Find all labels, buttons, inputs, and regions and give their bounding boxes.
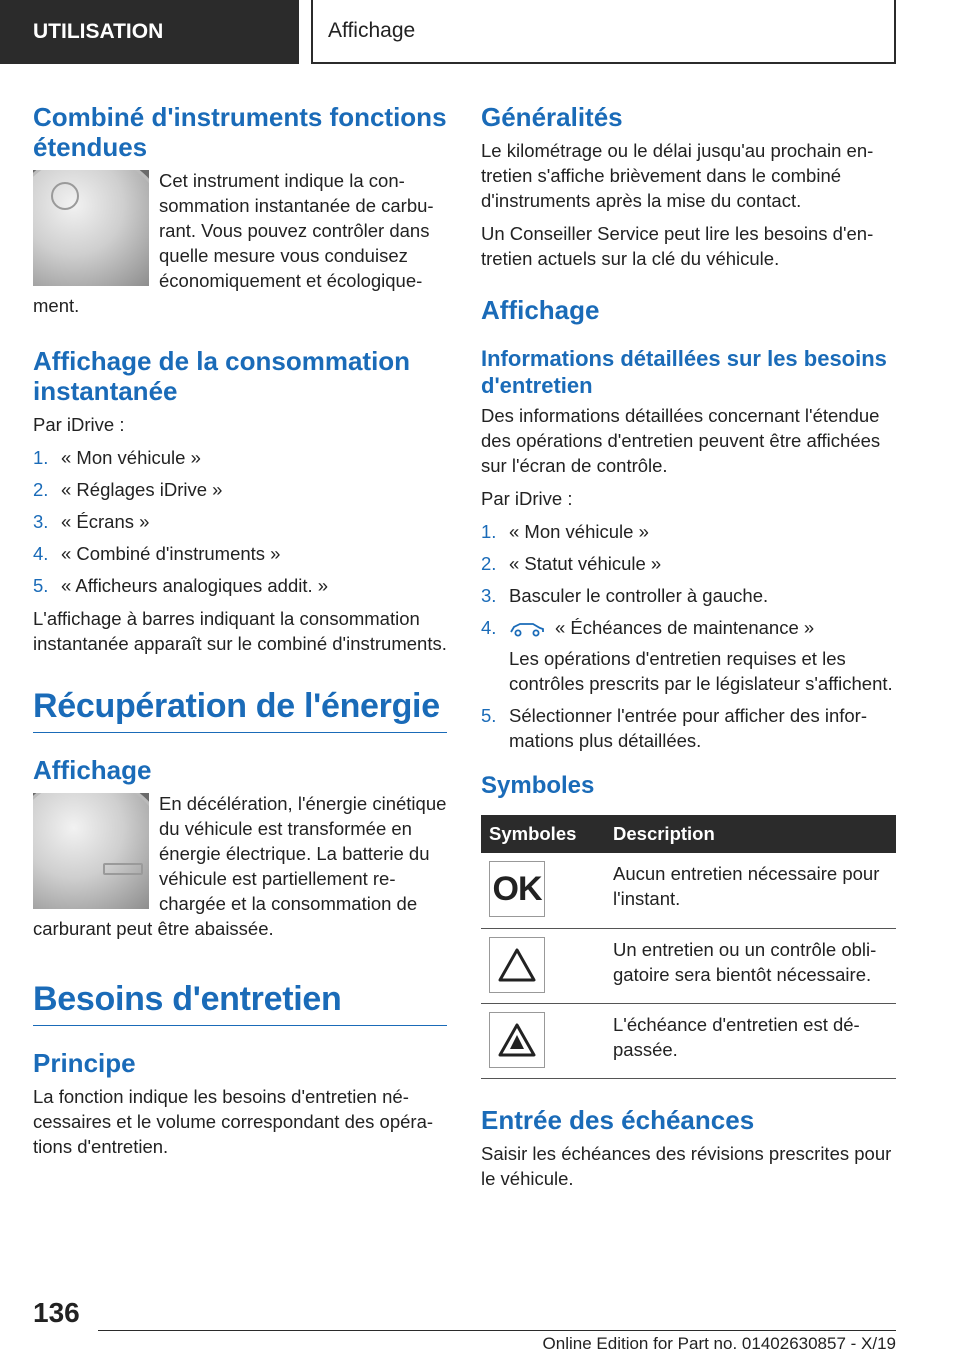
footer-edition: Online Edition for Part no. 01402630857 - X/19 <box>542 1334 896 1353</box>
consumption-title: Affichage de la consommation instantanée <box>33 346 411 406</box>
table-row <box>481 1003 896 1078</box>
principle-title: Principe <box>33 1048 136 1078</box>
warning-triangle-filled-icon <box>489 1012 545 1068</box>
principle-text: La fonction indique les besoins d'entretien nécessaires et le volume correspondant des opérations d'entretien. <box>33 1086 434 1157</box>
deadline-title: Entrée des échéances <box>481 1104 755 1135</box>
details-title: Informations détaillées sur les besoins d'entretien <box>481 346 887 398</box>
header-chapter: Affichage <box>311 0 896 64</box>
row-description: Un entretien ou un contrôle obligatoire sera bientôt nécessaire. <box>605 928 896 1003</box>
list-item: 5. Sélectionner l'entrée pour afficher des informations plus détaillées. <box>481 705 867 751</box>
recovery-text: En décélération, l'énergie cinétique du véhicule est transformée en énergie électrique. La batterie du véhicule est partiellement rechargée et la consommation de carburant peut être abaissée. <box>33 793 447 939</box>
table-header-row <box>481 815 896 853</box>
row-description: L'échéance d'entretien est dépassée. <box>605 1003 896 1078</box>
gauge-image-icon <box>33 170 149 286</box>
display-title: Affichage <box>481 295 600 325</box>
car-service-icon <box>509 621 545 637</box>
consumption-steps <box>33 445 447 598</box>
combined-title: Combiné d'instruments fonctions étendues <box>33 102 447 162</box>
list-item: 2. « Réglages iDrive » <box>33 479 223 500</box>
details-steps <box>481 519 896 753</box>
symbols-table <box>481 815 896 1079</box>
page-number: 136 <box>33 1297 80 1328</box>
table-row <box>481 853 896 928</box>
column-header-symbols: Symboles <box>481 815 605 853</box>
symbols-title: Symboles <box>481 772 595 799</box>
deadline-text: Saisir les échéances des révisions prescrites pour le véhicule. <box>481 1142 892 1189</box>
service-title: Besoins d'entretien <box>33 979 447 1026</box>
combined-text: Cet instrument indique la consommation instantanée de carburant. Vous pouvez contrôler dans quelle mesure vous conduisez économiquement et écologiquement. <box>33 170 434 316</box>
warning-triangle-icon <box>489 937 545 993</box>
gauge-image-icon <box>33 793 149 909</box>
table-row <box>481 928 896 1003</box>
recovery-sub: Affichage <box>33 755 152 785</box>
row-description: Aucun entretien nécessaire pour l'instant. <box>605 853 896 928</box>
ok-symbol: OK <box>489 861 545 917</box>
list-item: 3. Basculer le controller à gauche. <box>481 585 769 606</box>
general-title: Généralités <box>481 102 623 132</box>
list-item: 5. « Afficheurs analogiques addit. » <box>33 575 329 596</box>
list-item: 2. « Statut véhicule » <box>481 553 662 574</box>
list-item: 3. « Écrans » <box>33 511 150 532</box>
list-item: 4. « Échéances de maintenance » Les opérations d'entretien requises et les contrôles prescrits par le législateur s'affichent. <box>481 615 896 696</box>
right-column <box>481 102 896 1199</box>
consumption-intro: Par iDrive : <box>33 414 125 435</box>
details-intro: Par iDrive : <box>481 488 573 509</box>
step4-sub: Les opérations d'entretien requises et les contrôles prescrits par le législateur s'affichent. <box>509 648 893 694</box>
list-item: 4. « Combiné d'instruments » <box>33 543 281 564</box>
general-p1: Le kilométrage ou le délai jusqu'au prochain entretien s'affiche brièvement dans le combiné d'instruments après la mise du contact. <box>481 140 874 211</box>
details-text: Des informations détaillées concernant l'étendue des opérations d'entretien peuvent être affichées sur l'écran de contrôle. <box>481 405 881 476</box>
left-column <box>33 102 447 1167</box>
footer-divider <box>98 1330 896 1331</box>
list-item: 1. « Mon véhicule » <box>481 521 649 542</box>
list-item: 1. « Mon véhicule » <box>33 447 201 468</box>
column-header-description: Description <box>605 815 896 853</box>
recovery-title: Récupération de l'énergie <box>33 686 447 733</box>
consumption-note: L'affichage à barres indiquant la consommation instantanée apparaît sur le combiné d'instruments. <box>33 608 447 654</box>
general-p2: Un Conseiller Service peut lire les besoins d'entretien actuels sur la clé du véhicule. <box>481 223 874 269</box>
header-section: UTILISATION <box>0 0 299 64</box>
